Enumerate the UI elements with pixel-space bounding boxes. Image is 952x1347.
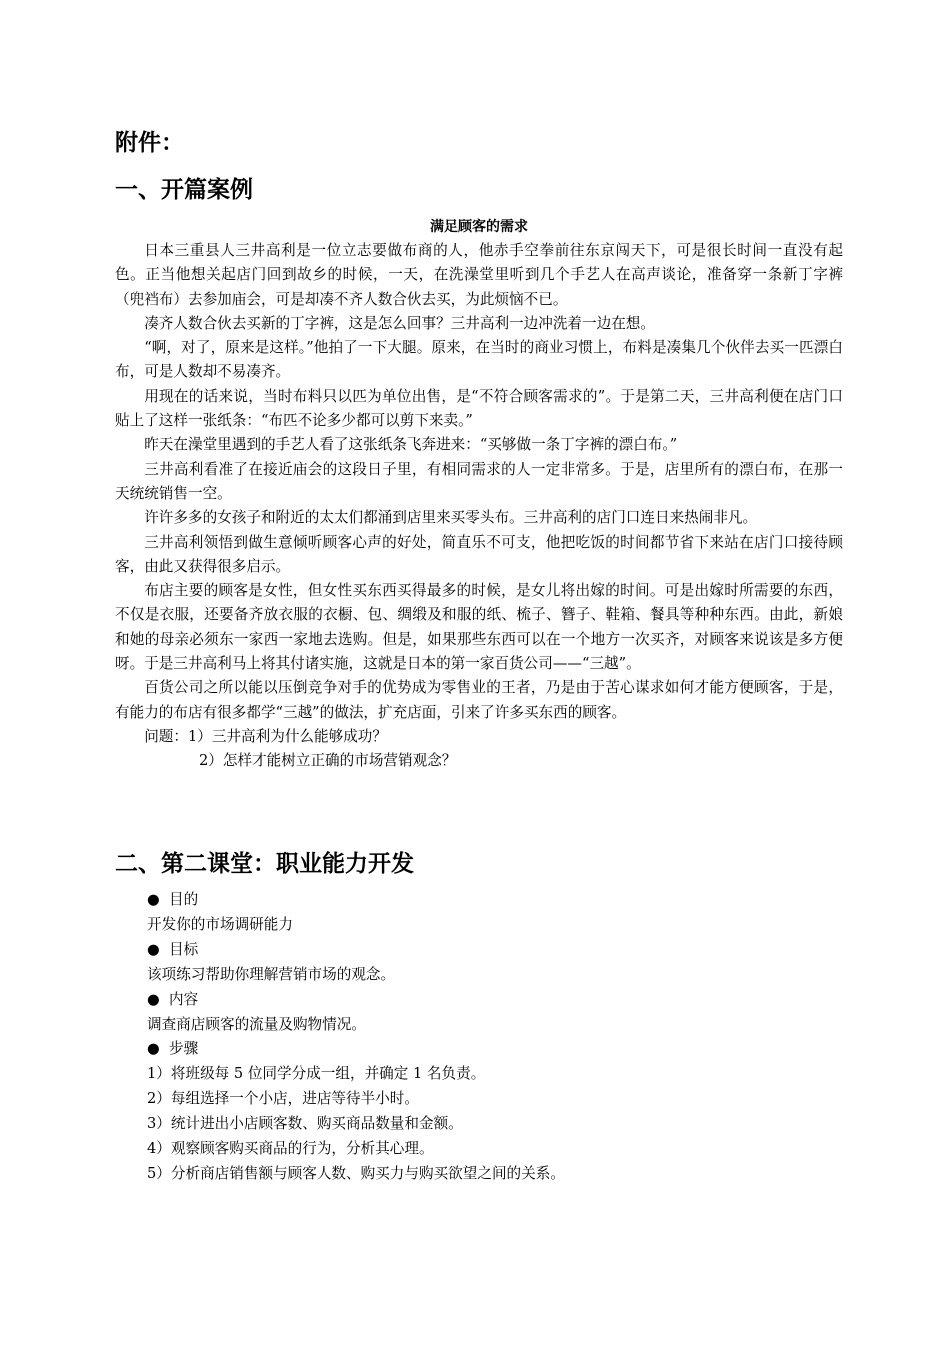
- step-item: 2）每组选择一个小店，进店等待半小时。: [147, 1090, 419, 1108]
- story-paragraph: “啊，对了，原来是这样。”他拍了一下大腿。原来，在当时的商业习惯上，布料是凑集几个伙伴去买一匹漂白布，可是人数却不易凑齐。: [115, 339, 843, 381]
- content-label-line: [147, 988, 837, 1013]
- story-paragraph: 三井高利领悟到做生意倾听顾客心声的好处，简直乐不可支，他把吃饭的时间都节省下来站在店门口接待顾客，由此又获得很多启示。: [115, 533, 843, 575]
- story-paragraph: 布店主要的顾客是女性，但女性买东西买得最多的时候，是女儿将出嫁的时间。可是出嫁时所需要的东西，不仅是衣服，还要备齐放衣服的衣橱、包、绸缎及和服的纸、梳子、簪子、鞋箱、餐具等种种东西。由此，新娘和她的母亲必须东一家西一家地去选购。但是，如果那些东西可以在一个地方一次买齐，对顾客来说该是多方便呀。于是三井高利马上将其付诸实施，这就是日本的第一家百货公司——“三越”。: [115, 582, 843, 673]
- content-text: 调查商店顾客的流量及购物情况。: [147, 1015, 366, 1033]
- story-paragraph: 三井高利看准了在接近庙会的这段日子里，有相同需求的人一定非常多。于是，店里所有的漂白布，在那一天统统销售一空。: [115, 460, 843, 502]
- goal-label-line: [147, 938, 837, 963]
- step-item: 4）观察顾客购买商品的行为，分析其心理。: [147, 1140, 434, 1158]
- story-paragraph: 日本三重县人三井高利是一位立志要做布商的人，他赤手空拳前往东京闯天下，可是很长时间一直没有起色。正当他想关起店门回到故乡的时候，一天，在洗澡堂里听到几个手艺人在高声谈论，准备穿一条新丁字裤（兜裆布）去参加庙会，可是却凑不齐人数合伙去买，为此烦恼不已。: [115, 242, 843, 308]
- case-title: 满足顾客的需求: [430, 219, 528, 235]
- question-2: 2）怎样才能树立正确的市场营销观念？: [199, 752, 457, 770]
- section2-heading: 二、第二课堂：职业能力开发: [115, 851, 414, 877]
- case-story: [115, 239, 843, 774]
- section2-body: [147, 888, 837, 1187]
- steps-label-line: [147, 1037, 837, 1062]
- steps-label: 步骤: [169, 1040, 199, 1058]
- purpose-label-line: [147, 888, 837, 913]
- story-paragraph: 百货公司之所以能以压倒竞争对手的优势成为零售业的王者，乃是由于苦心谋求如何才能方便顾客，于是，有能力的布店有很多都学“三越”的做法，扩充店面，引来了许多买东西的顾客。: [115, 679, 843, 721]
- goal-label: 目标: [169, 940, 199, 958]
- purpose-text: 开发你的市场调研能力: [147, 915, 293, 933]
- question-1: 问题：1）三井高利为什么能够成功？: [144, 727, 387, 745]
- step-item: 1）将班级每 5 位同学分成一组，并确定 1 名负责。: [147, 1065, 486, 1083]
- purpose-label: 目的: [169, 891, 199, 908]
- story-paragraph: 许许多多的女孩子和附近的太太们都涌到店里来买零头布。三井高利的店门口连日来热闹非凡。: [144, 509, 758, 527]
- goal-text: 该项练习帮助你理解营销市场的观念。: [147, 965, 396, 983]
- step-item: 3）统计进出小店顾客数、购买商品数量和金额。: [147, 1115, 463, 1133]
- story-paragraph: 凑齐人数合伙去买新的丁字裤，这是怎么回事？三井高利一边冲洗着一边在想。: [144, 314, 655, 332]
- attachment-heading: 附件：: [115, 130, 184, 156]
- bullet-icon: ●: [147, 1040, 160, 1058]
- section1-heading: 一、开篇案例: [115, 177, 253, 203]
- bullet-icon: ●: [147, 940, 160, 958]
- step-item: 5）分析商店销售额与顾客人数、购买力与购买欲望之间的关系。: [147, 1164, 565, 1182]
- content-label: 内容: [169, 990, 199, 1008]
- bullet-icon: ●: [147, 990, 160, 1008]
- bullet-icon: ●: [147, 891, 160, 908]
- story-paragraph: 用现在的话来说，当时布料只以匹为单位出售，是“不符合顾客需求的”。于是第二天，三井高利便在店门口贴上了这样一张纸条：“布匹不论多少都可以剪下来卖。”: [115, 387, 843, 430]
- story-paragraph: 昨天在澡堂里遇到的手艺人看了这张纸条飞奔进来：“买够做一条丁字裤的漂白布。”: [144, 436, 678, 454]
